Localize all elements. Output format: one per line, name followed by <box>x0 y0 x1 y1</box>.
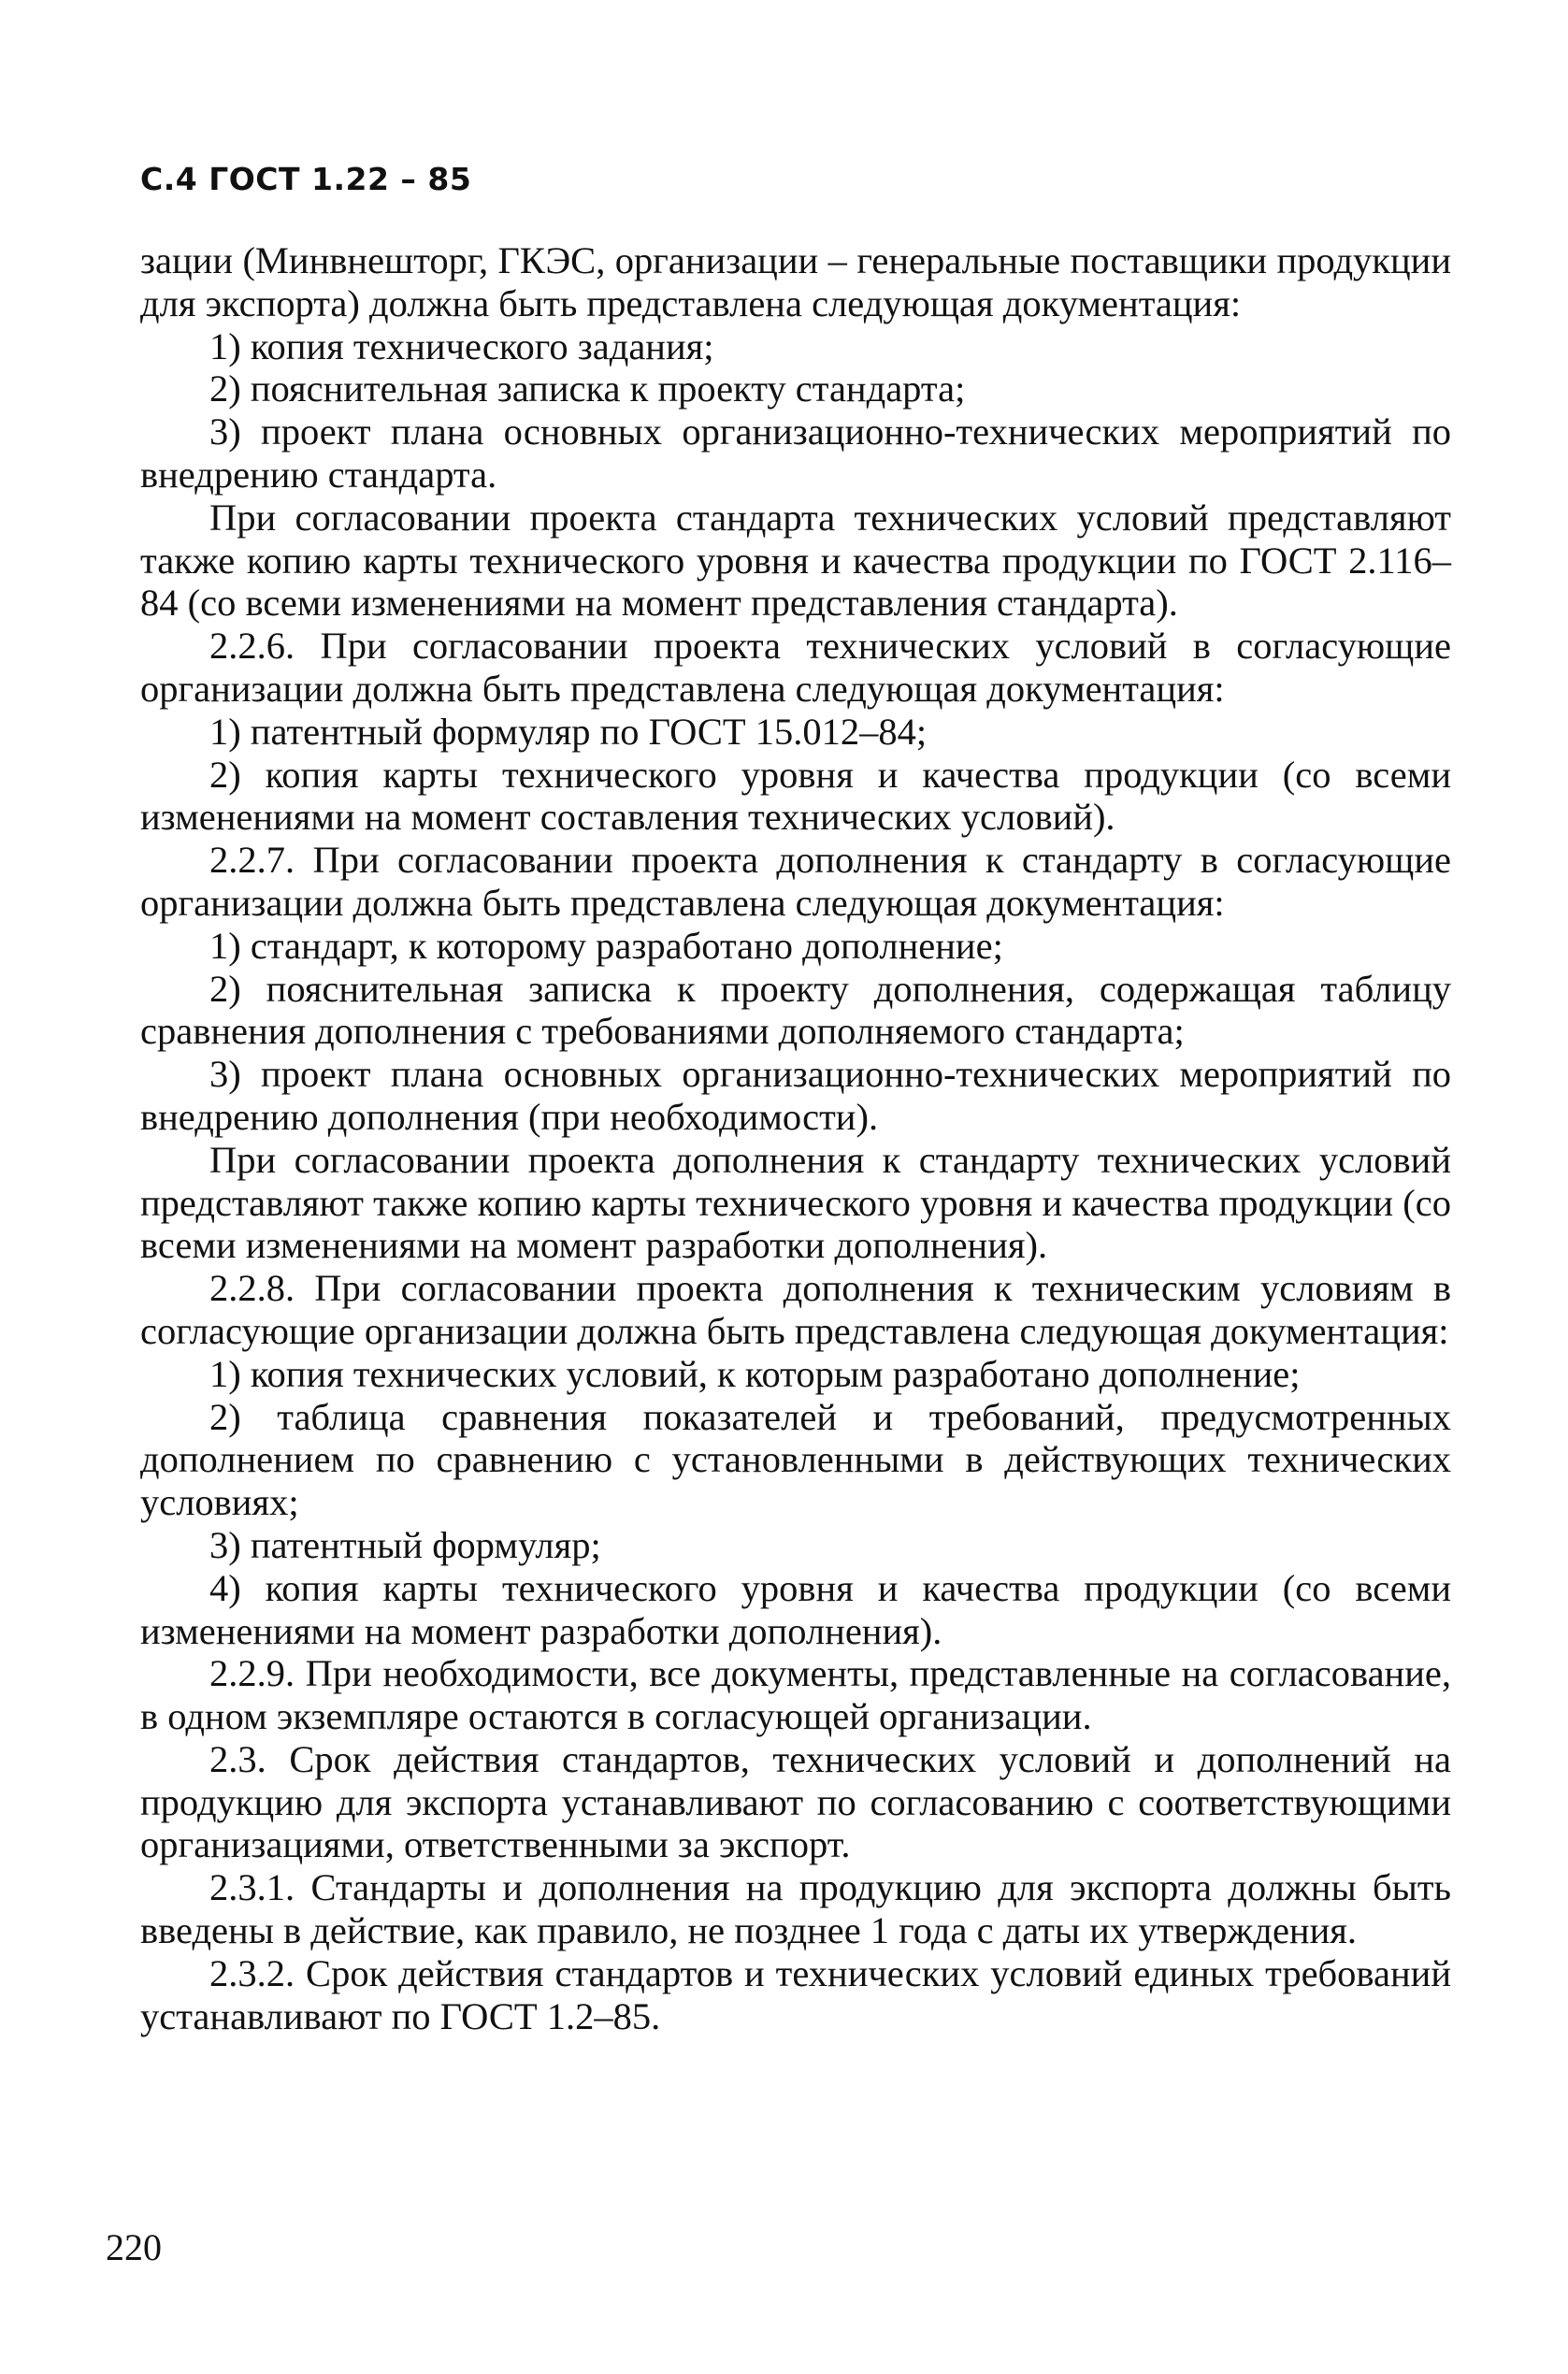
paragraph: При согласовании проекта стандарта технических условий представляют также копию карты технического уровня и качества продукции по ГОСТ 2.116–84 (со всеми изменениями на момент представления стандарта). <box>140 496 1451 625</box>
list-item: 4) копия карты технического уровня и качества продукции (со всеми изменениями на момент разработки дополнения). <box>140 1566 1451 1652</box>
clause-2-2-6: 2.2.6. При согласовании проекта технических условий в согласующие организации должна быть представлена следующая документация: <box>140 625 1451 710</box>
list-item: 2) таблица сравнения показателей и требований, предусмотренных дополнением по сравнению с установленными в действующих технических условиях; <box>140 1395 1451 1524</box>
paragraph: При согласовании проекта дополнения к стандарту технических условий представляют также копию карты технического уровня и качества продукции (со всеми изменениями на момент разработки дополнения). <box>140 1138 1451 1267</box>
list-item: 2) пояснительная записка к проекту стандарта; <box>209 367 966 410</box>
list-item: 1) копия технического задания; <box>209 324 714 367</box>
clause-2-2-8: 2.2.8. При согласовании проекта дополнения к техническим условиям в согласующие организации должна быть представлена следующая документация: <box>140 1267 1451 1352</box>
page-number: 220 <box>106 2226 162 2268</box>
clause-2-2-7: 2.2.7. При согласовании проекта дополнения к стандарту в согласующие организации должна быть представлена следующая документация: <box>140 839 1451 924</box>
list-item: 1) патентный формуляр по ГОСТ 15.012–84; <box>209 710 928 753</box>
list-item: 3) проект плана основных организационно-технических мероприятий по внедрению дополнения (при необходимости). <box>140 1053 1451 1138</box>
list-item: 1) копия технических условий, к которым разработано дополнение; <box>209 1352 1301 1395</box>
list-item: 3) проект плана основных организационно-технических мероприятий по внедрению стандарта. <box>140 410 1451 496</box>
list-item: 3) патентный формуляр; <box>209 1523 601 1566</box>
paragraph-continuation: зации (Минвнешторг, ГКЭС, организации – генеральные поставщики продукции для экспорта) должна быть представлена следующая документация: <box>140 239 1451 324</box>
list-item: 2) пояснительная записка к проекту дополнения, содержащая таблицу сравнения дополнения с требованиями дополняемого стандарта; <box>140 967 1451 1053</box>
clause-2-3-2: 2.3.2. Срок действия стандартов и технических условий единых требований устанавливают по ГОСТ 1.2–85. <box>140 1951 1451 2037</box>
clause-2-3: 2.3. Срок действия стандартов, технических условий и дополнений на продукцию для экспорта устанавливают по согласованию с соответствующими организациями, ответственными за экспорт. <box>140 1737 1451 1866</box>
list-item: 2) копия карты технического уровня и качества продукции (со всеми изменениями на момент составления технических условий). <box>140 753 1451 839</box>
list-item: 1) стандарт, к которому разработано дополнение; <box>209 924 1003 967</box>
clause-2-3-1: 2.3.1. Стандарты и дополнения на продукцию для экспорта должны быть введены в действие, как правило, не позднее 1 года с даты их утверждения. <box>140 1866 1451 1952</box>
document-body <box>140 239 1451 2037</box>
page-header: С.4 ГОСТ 1.22 – 85 <box>140 161 472 197</box>
clause-2-2-9: 2.2.9. При необходимости, все документы, представленные на согласование, в одном экземпляре остаются в согласующей организации. <box>140 1652 1451 1738</box>
